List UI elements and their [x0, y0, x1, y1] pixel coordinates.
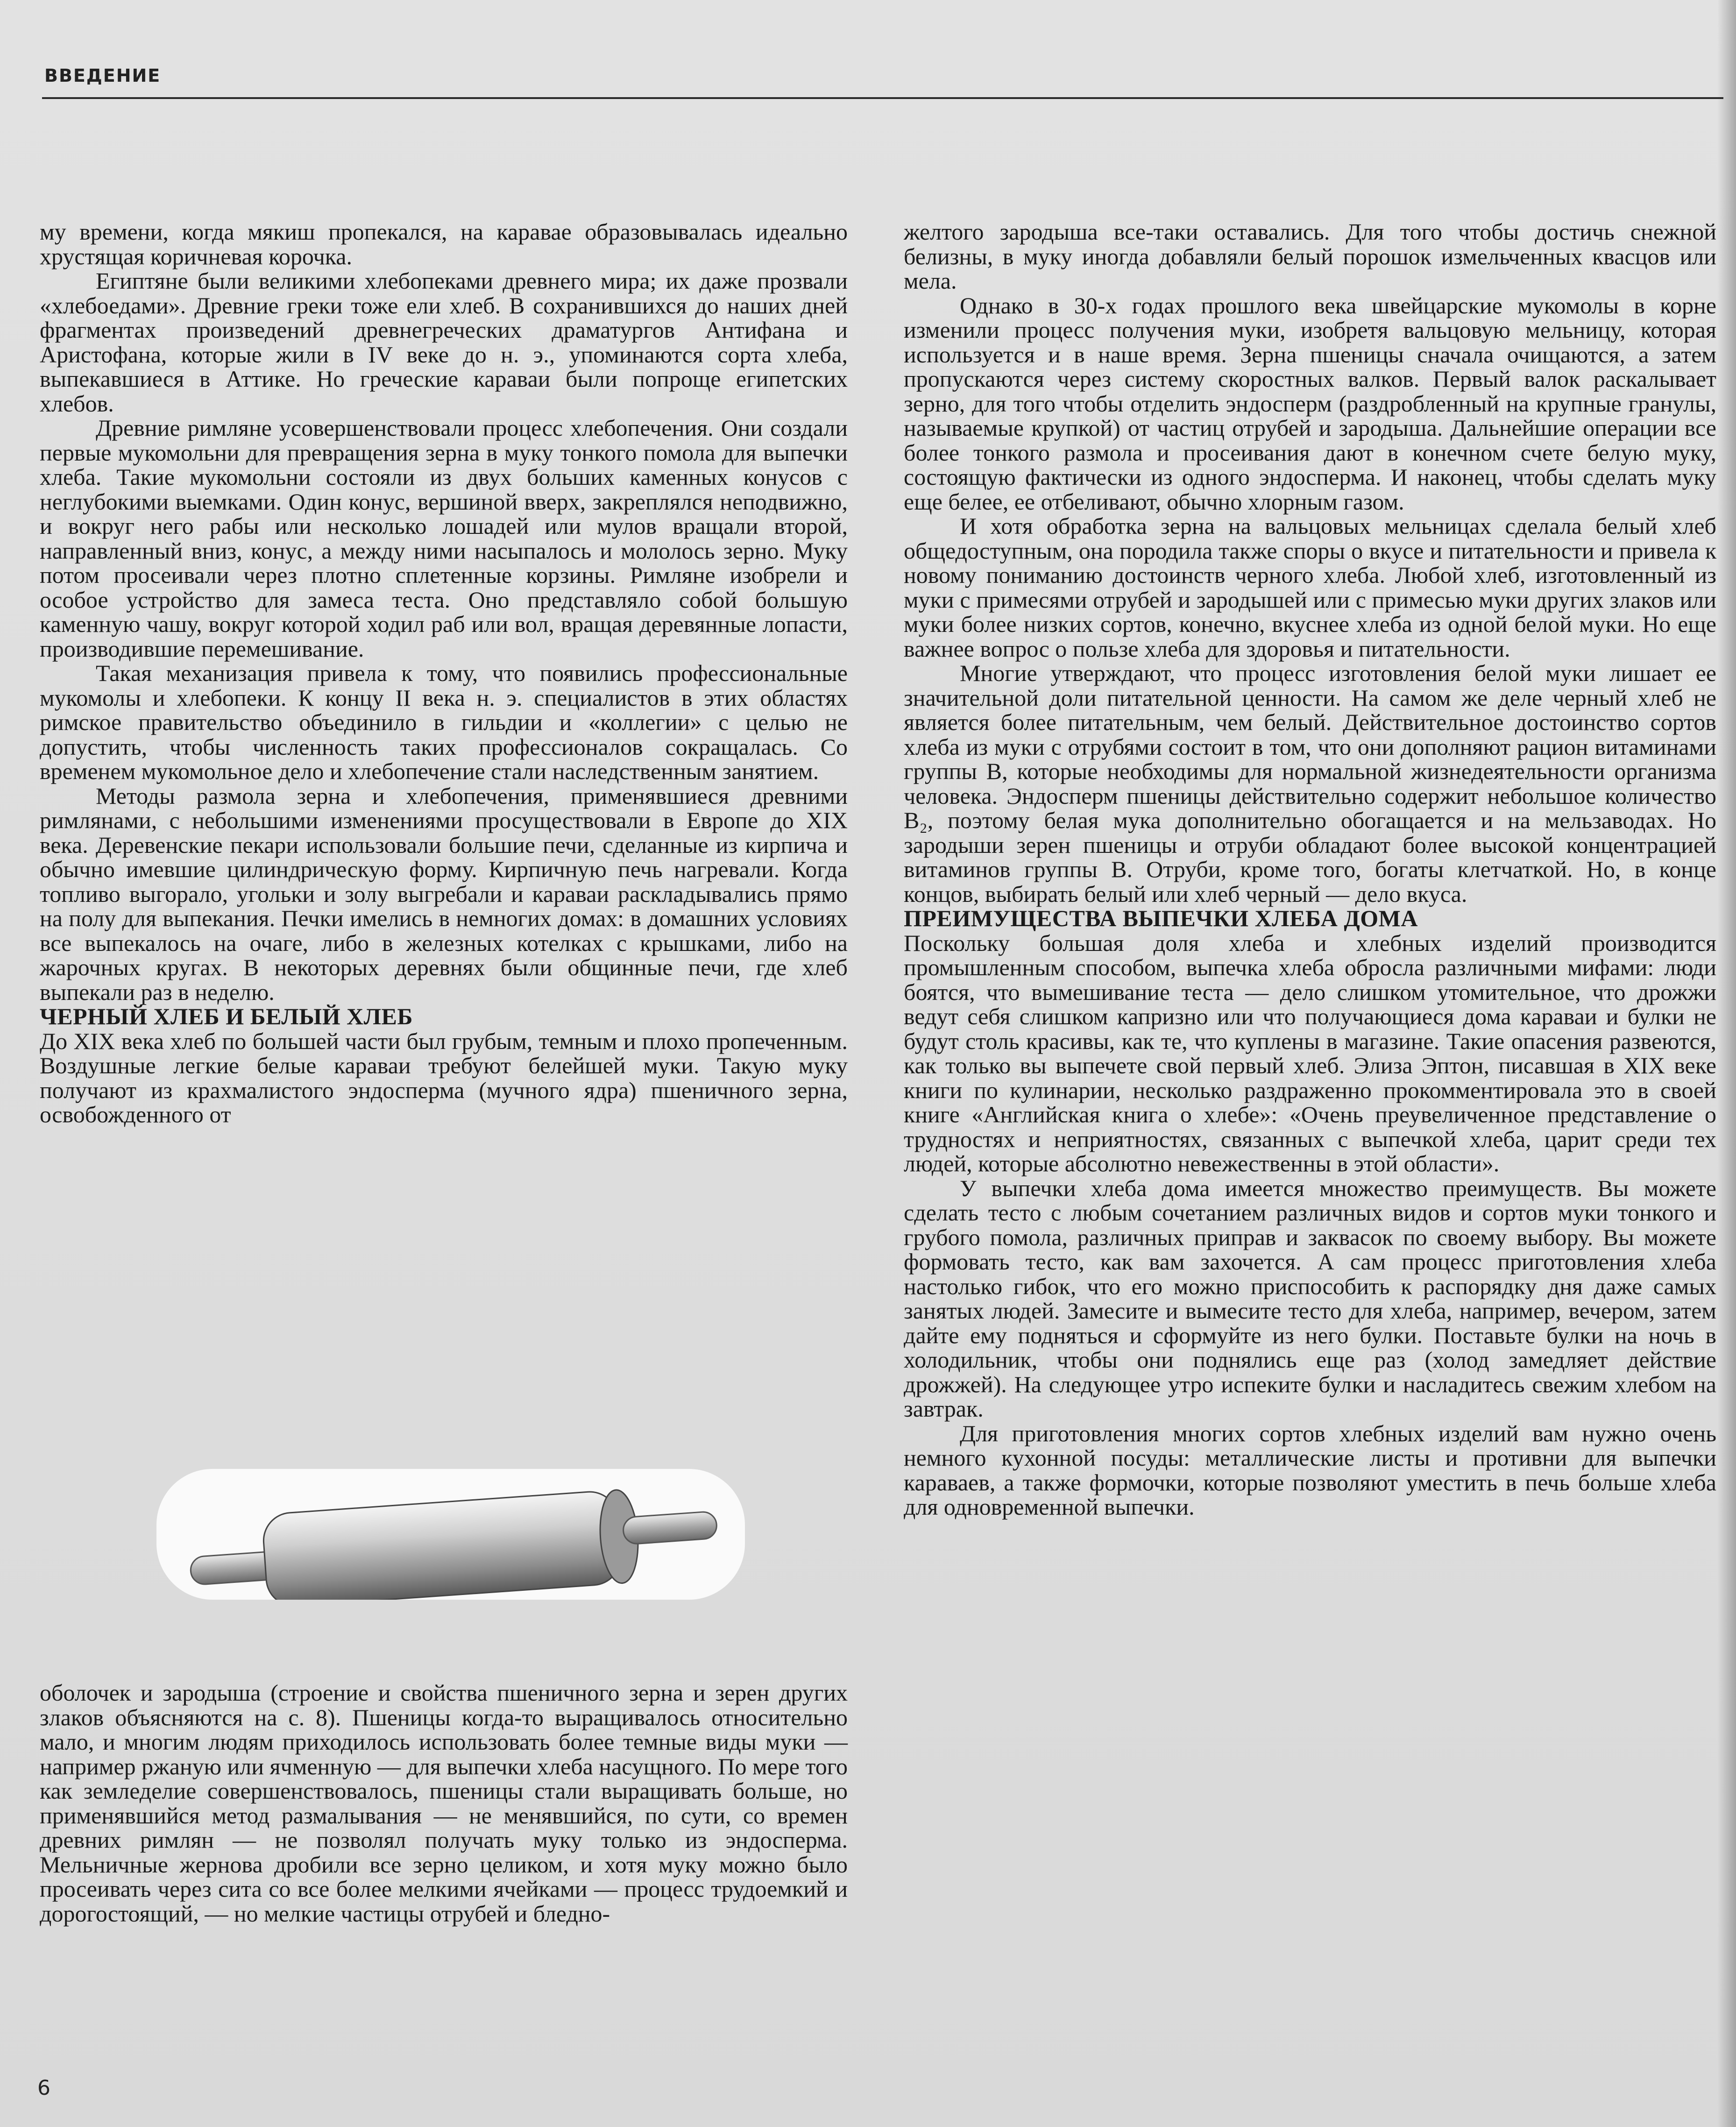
left-column-top — [40, 220, 848, 1127]
paragraph: Многие утверждают, что процесс изготовления белой муки лишает ее значительной доли питательной ценности. На самом же деле черный хлеб не является более питательным, чем белый. Действительное достоинство сортов хлеба из муки с отрубями состоит в том, что они дополняют рацион витаминами группы B, которые необходимы для нормальной жизнедеятельности организма человека. Эндосперм пшеницы действительно содержит небольшое количество B₂, поэтому белая мука дополнительно обогащается и на мельзаводах. Но зародыши зерен пшеницы и отруби обладают более высокой концентрацией витаминов группы B. Отруби, кроме того, богаты клетчаткой. Но, в конце концов, выбирать белый или хлеб черный — дело вкуса. — [904, 660, 1716, 907]
rolling-pin-icon — [156, 1469, 745, 1600]
paragraph: му времени, когда мякиш пропекался, на каравае образовывалась идеально хрустящая коричневая корочка. — [40, 219, 848, 269]
paragraph: До XIX века хлеб по большей части был грубым, темным и плохо пропеченным. Воздушные легкие белые караваи требуют белейшей муки. Такую муку получают из крахмалистого эндосперма (мучного ядра) пшеничного зерна, освобожденного от — [40, 1028, 848, 1127]
paragraph: И хотя обработка зерна на вальцовых мельницах сделала белый хлеб общедоступным, она породила также споры о вкусе и питательности и привела к новому пониманию достоинств черного хлеба. Любой хлеб, изготовленный из муки с примесями отрубей и зародышей или с примесью муки других злаков или муки более низких сортов, конечно, вкуснее хлеба из одной белой муки. Но еще важнее вопрос о пользе хлеба для здоровья и питательности. — [904, 513, 1716, 662]
paragraph: Египтяне были великими хлебопеками древнего мира; их даже прозвали «хлебоедами». Древние греки тоже ели хлеб. В сохранившихся до наших дней фрагментах произведений древнегреческих драматургов Антифана и Аристофана, которые жили в IV веке до н. э., упоминаются сорта хлеба, выпекавшиеся в Аттике. Но греческие караваи были попроще египетских хлебов. — [40, 268, 848, 417]
running-head: ВВЕДЕНИЕ — [44, 65, 161, 86]
rolling-pin-illustration — [156, 1469, 745, 1600]
paragraph: Однако в 30-х годах прошлого века швейцарские мукомолы в корне изменили процесс получения муки, изобретя вальцовую мельницу, которая используется и в наше время. Зерна пшеницы сначала очищаются, а затем пропускаются через систему скоростных валков. Первый валок раскалывает зерно, для того чтобы отделить эндосперм (раздробленный на крупные гранулы, называемые крупкой) от частиц отрубей и зародыша. Дальнейшие операции все более тонкого размола и просеивания дают в конечном счете белую муку, состоящую фактически из одного эндосперма. И наконец, чтобы сделать муку еще белее, ее отбеливают, обычно хлорным газом. — [904, 292, 1716, 515]
paragraph: У выпечки хлеба дома имеется множество преимуществ. Вы можете сделать тесто с любым сочетанием различных видов и сортов муки тонкого и грубого помола, различных приправ и заквасок по своему выбору. Вы можете формовать тесто, как вам захочется. А сам процесс приготовления хлеба настолько гибок, что его можно приспособить к распорядку дня даже самых занятых людей. Замесите и вымесите тесто для хлеба, например, вечером, затем дайте ему подняться и сформуйте из него булки. Поставьте булки на ночь в холодильник, чтобы они поднялись еще раз (холод замедляет действие дрожжей). На следующее утро испеките булки и насладитесь свежим хлебом на завтрак. — [904, 1175, 1716, 1422]
paragraph: Такая механизация привела к тому, что появились профессиональные мукомолы и хлебопеки. К концу II века н. э. специалистов в этих областях римское правительство объединило в гильдии и «коллегии» с целью не допустить, чтобы численность таких профессионалов сокращалась. Со временем мукомольное дело и хлебопечение стали наследственным занятием. — [40, 660, 848, 784]
page-number: 6 — [37, 2076, 50, 2100]
left-column-bottom — [40, 1680, 848, 1926]
section-heading-black-white-bread: ЧЕРНЫЙ ХЛЕБ И БЕЛЫЙ ХЛЕБ — [40, 1003, 413, 1029]
paragraph: Для приготовления многих сортов хлебных изделий вам нужно очень немного кухонной посуды: металлические листы и противни для выпечки караваев, а также формочки, которые позволяют уместить в печь больше хлеба для одновременной выпечки. — [904, 1420, 1716, 1520]
header-rule — [42, 97, 1723, 99]
paragraph: Методы размола зерна и хлебопечения, применявшиеся древними римлянами, с небольшими изменениями просуществовали в Европе до XIX века. Деревенские пекари использовали большие печи, сделанные из кирпича и обычно имевшие цилиндрическую форму. Кирпичную печь нагревали. Когда топливо выгорало, угольки и золу выгребали и караваи раскладывались прямо на полу для выпекания. Печки имелись в немногих домах: в домашних условиях все выпекалось на очаге, либо в железных котелках с крышками, либо на жарочных кругах. В некоторых деревнях были общинные печи, где хлеб выпекали раз в неделю. — [40, 782, 848, 1005]
section-heading-home-baking: ПРЕИМУЩЕСТВА ВЫПЕЧКИ ХЛЕБА ДОМА — [904, 905, 1418, 931]
right-column — [904, 220, 1716, 1519]
paragraph: Древние римляне усовершенствовали процесс хлебопечения. Они создали первые мукомольни для превращения зерна в муку тонкого помола для выпечки хлеба. Такие мукомольни состояли из двух больших каменных конусов с неглубокими выемками. Один конус, вершиной вверх, закреплялся неподвижно, и вокруг него рабы или несколько лошадей или мулов вращали второй, направленный вниз, конус, а между ними насыпалось и мололось зерно. Муку потом просеивали через плотно сплетенные корзины. Римляне изобрели и особое устройство для замеса теста. Оно представляло собой большую каменную чашу, вокруг которой ходил раб или вол, вращая деревянные лопасти, производившие перемешивание. — [40, 415, 848, 662]
page-edge-shadow — [1717, 0, 1736, 2127]
paragraph: желтого зародыша все-таки оставались. Для того чтобы достичь снежной белизны, в муку иногда добавляли белый порошок измельченных квасцов или мела. — [904, 219, 1716, 294]
paragraph: оболочек и зародыша (строение и свойства пшеничного зерна и зерен других злаков объясняются на с. 8). Пшеницы когда-то выращивалось относительно мало, и многим людям приходилось использовать более темные виды муки — например ржаную или ячменную — для выпечки хлеба насущного. По мере того как земледелие совершенствовалось, пшеницы стали выращивать больше, но применявшийся метод размалывания — не менявшийся, по сути, со времен древних римлян — не позволял получать муку только из эндосперма. Мельничные жернова дробили все зерно целиком, и хотя муку можно было просеивать через сита со все более мелкими ячейками — процесс трудоемкий и дорогостоящий, — но мелкие частицы отрубей и бледно- — [40, 1680, 848, 1927]
paragraph: Поскольку большая доля хлеба и хлебных изделий производится промышленным способом, выпечка хлеба обросла различными мифами: люди боятся, что вымешивание теста — дело слишком утомительное, что дрожжи ведут себя слишком капризно или что получающиеся дома караваи и булки не будут столь красивы, как те, что куплены в магазине. Такие опасения развеются, как только вы выпечете свой первый хлеб. Элиза Эптон, писавшая в XIX веке книги по кулинарии, несколько раздраженно прокомментировала это в своей книге «Английская книга о хлебе»: «Очень преувеличенное представление о трудностях и неприятностях, связанных с выпечкой хлеба, царит среди тех людей, которые абсолютно невежественны в этой области». — [904, 929, 1716, 1177]
